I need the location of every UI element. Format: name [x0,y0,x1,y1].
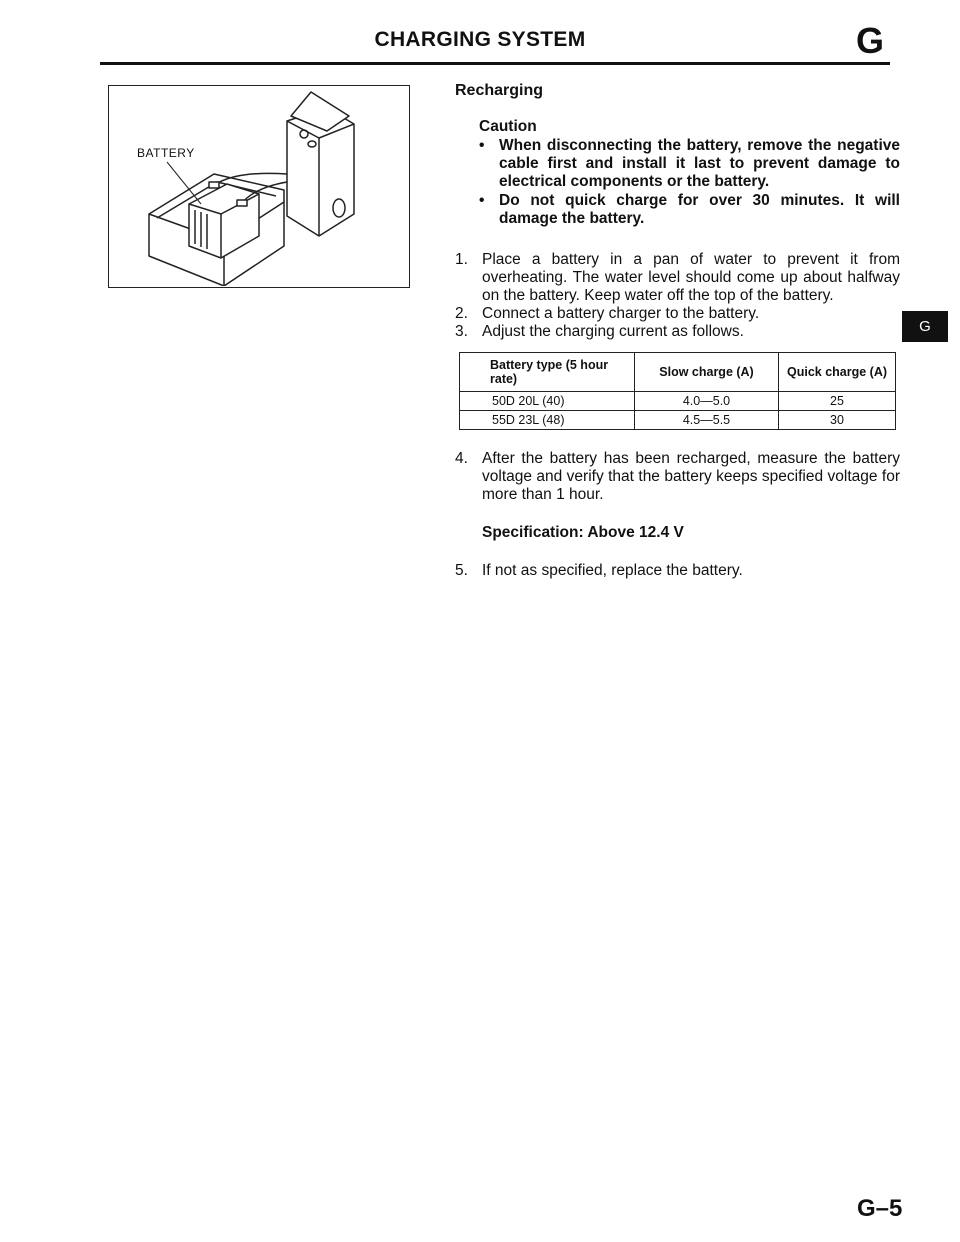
bullet-icon: • [479,137,485,154]
step-item: 3. Adjust the charging current as follows. [455,323,744,340]
battery-charger-drawing [109,86,409,286]
header-rule [100,62,890,65]
table-cell: 55D 23L (48) [460,411,635,430]
charge-table [459,352,896,430]
caution-item: • Do not quick charge for over 30 minutes. It will damage the battery. [479,192,900,227]
step-item: 5. If not as specified, replace the battery. [455,562,743,579]
steps-list [455,450,900,504]
battery-label: BATTERY [137,146,195,160]
page-title: CHARGING SYSTEM [374,28,586,51]
table-cell: 4.0—5.0 [635,392,779,411]
table-header-row [460,353,896,392]
section-heading: Recharging [455,82,544,99]
step-item: 4. After the battery has been recharged, measure the battery voltage and verify that the battery keeps specified voltage for more than 1 hour. [455,450,900,503]
table-cell: 50D 20L (40) [460,392,635,411]
table-cell: 4.5—5.5 [635,411,779,430]
section-letter: G [856,20,885,61]
steps-list [455,251,900,341]
battery-illustration [108,85,410,288]
caution-title: Caution [479,118,537,135]
table-cell: 30 [779,411,896,430]
table-row [460,411,896,430]
column-header: Battery type (5 hour rate) [460,353,635,392]
table-cell: 25 [779,392,896,411]
caution-item: • When disconnecting the battery, remove the negative cable first and install it last to prevent damage to electrical components or the battery. [479,137,900,190]
table-row [460,392,896,411]
step-item: 1. Place a battery in a pan of water to prevent it from overheating. The water level should come up about halfway on the battery. Keep water off the top of the battery. [455,251,900,304]
steps-list [455,562,900,580]
column-header: Slow charge (A) [635,353,779,392]
specification: Specification: Above 12.4 V [482,524,684,541]
column-header: Quick charge (A) [779,353,896,392]
section-tab: G [902,311,948,342]
caution-block [455,118,900,228]
bullet-icon: • [479,192,485,209]
step-item: 2. Connect a battery charger to the battery. [455,305,760,322]
page-number: G–5 [857,1195,903,1222]
